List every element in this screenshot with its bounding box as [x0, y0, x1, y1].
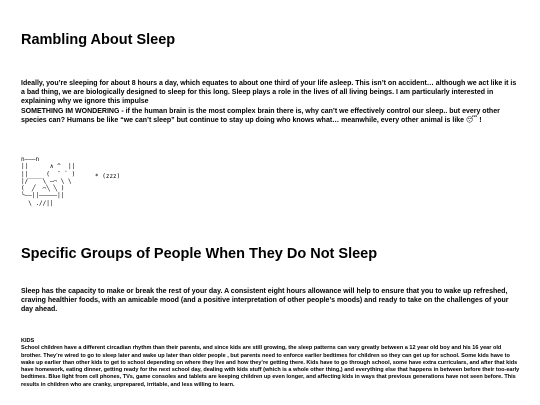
sleeping-face-icon: 😴 — [466, 115, 478, 124]
intro-tail: ! — [477, 116, 482, 124]
section-title: Specific Groups of People When They Do Not Sleep — [21, 246, 378, 262]
kids-paragraph: School children have a different circadian rhythm than their parents, and since kids are still growing, the sleep patterns can vary greatly between a 12 year old boy and his 16 year old brother. They’re wired to go to sleep later and wake up later than older people , but parents need to enforce earlier bedtimes for children so they can get up for school. Some kids have to wake up earlier than other kids to get to school depending on where they live and how they’re getting there. Kids have to go through school, some have extra curriculars, and after that kids have homework, eating dinner, getting ready for the next school day, dealing with kids stuff (which is a whole other thing,) and everything else that happens in between before their too-early bedtimes. Blue light from cell phones, TVs, game consoles and tablets are keeping children up even longer, and affecting kids in ways that previous generations have not seen before. This results in children who are cranky, unprepared, irritable, and less willing to learn. — [21, 345, 520, 388]
intro-line-2: SOMETHING IM WONDERING - if the human brain is the most complex brain there is, why can’t we effectively control our sleep.. but every other species can? Humans be like “we can’t sleep” but continue to stay up doing who knows what… meanwhile, every other animal is like — [21, 107, 500, 124]
page-title: Rambling About Sleep — [21, 32, 176, 48]
zzz-ascii-text: * (zzz) — [95, 173, 121, 180]
kids-section — [21, 338, 521, 389]
intro-paragraph — [21, 79, 519, 125]
kids-heading: KIDS — [21, 338, 35, 344]
sleeping-cat-ascii-art: n———n || ∧ ^ || || ( ¯ ` ) |/‾‾‾‾\ —⌒ \ \ ( ╱ ⌒╲ ╲ ) ╰—–||———––|| \ .//|| — [21, 156, 76, 207]
section-intro-paragraph: Sleep has the capacity to make or break the rest of your day. A consistent eight hours allowance will help to ensure that you to wake up refreshed, craving healthier foods, with an amicable mood (and a positive interpretation of other people’s moods) and ready to take on the challenges of your day ahead. — [21, 288, 509, 314]
intro-line-1: Ideally, you’re sleeping for about 8 hours a day, which equates to about one third of your life asleep. This isn’t on accident… although we act like it is a bad thing, we are biologically designed to sleep for this long. Sleep plays a role in the lives of all living beings. I am particularly interested in explaining why we ignore this impulse — [21, 80, 517, 106]
